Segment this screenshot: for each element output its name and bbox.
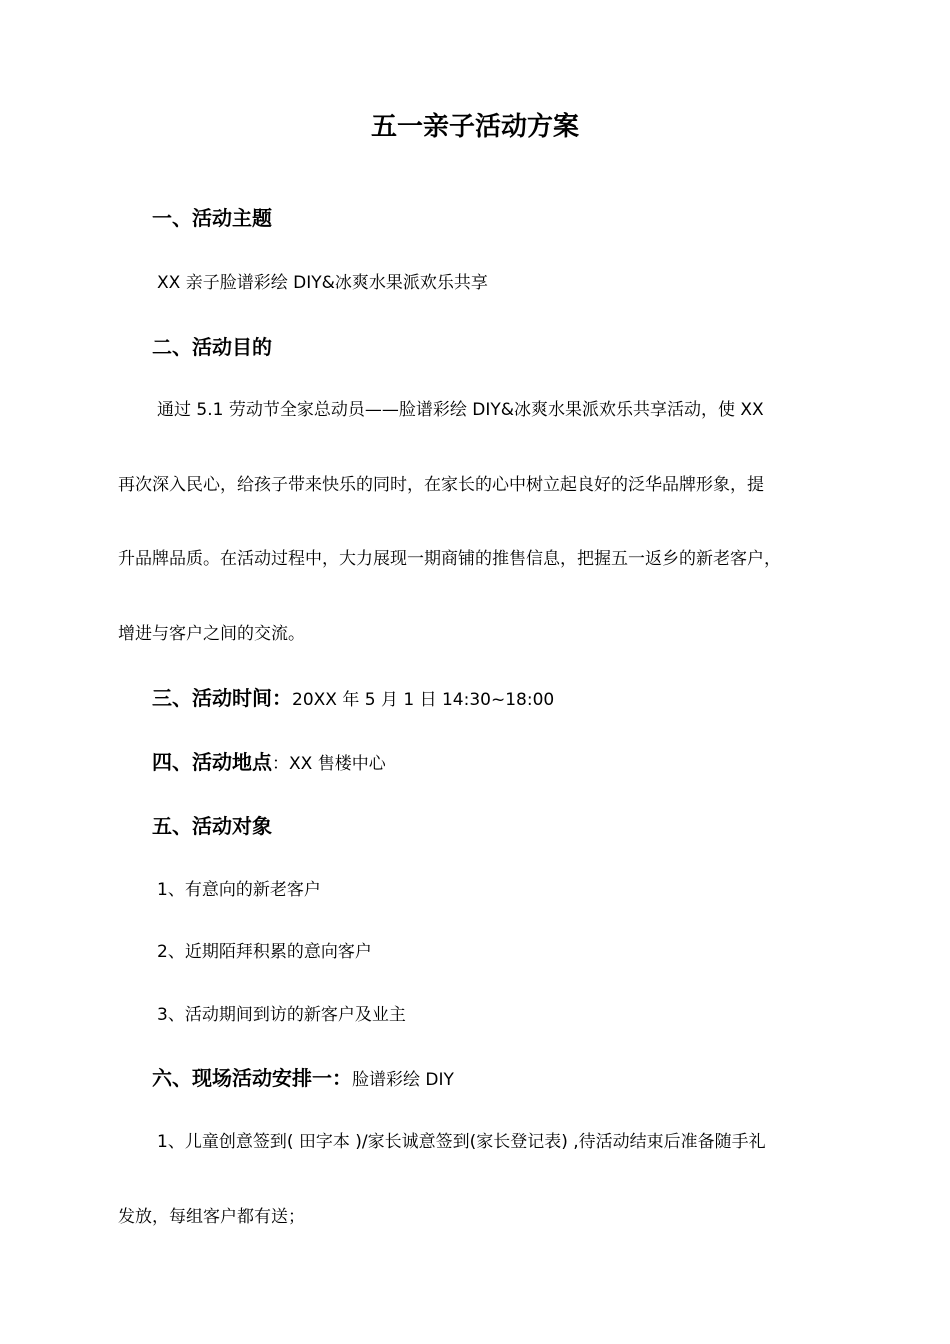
section-heading-purpose: 二、活动目的 [152,335,272,359]
section-heading-location: 四、活动地点 [152,750,272,774]
audience-item-3: 3、活动期间到访的新客户及业主 [157,1005,406,1025]
purpose-line-3: 升品牌品质。在活动过程中，大力展现一期商铺的推售信息，把握五一返乡的新老客户， [118,549,781,569]
section-heading-theme: 一、活动主题 [152,206,272,230]
section-onsite-arrangement [152,1066,454,1092]
document-title: 五一亲子活动方案 [370,112,579,142]
location-content: ：XX 售楼中心 [272,754,386,774]
onsite-line-2: 发放，每组客户都有送； [118,1207,305,1227]
onsite-line-1: 1、儿童创意签到( 田字本 )/家长诚意签到(家长登记表) ,待活动结束后准备随手礼 [157,1132,766,1152]
purpose-line-2: 再次深入民心，给孩子带来快乐的同时，在家长的心中树立起良好的泛华品牌形象，提 [118,475,764,495]
section-time [152,686,554,712]
section-location [152,750,386,776]
time-content: 20XX 年 5 月 1 日 14:30~18:00 [292,690,555,710]
section-heading-time: 三、活动时间： [152,686,292,710]
section-heading-onsite: 六、现场活动安排一： [152,1066,352,1090]
theme-content: XX 亲子脸谱彩绘 DIY&冰爽水果派欢乐共享 [157,273,488,293]
purpose-line-1: 通过 5.1 劳动节全家总动员——脸谱彩绘 DIY&冰爽水果派欢乐共享活动，使 XX [157,400,764,420]
purpose-line-4: 增进与客户之间的交流。 [118,624,305,644]
audience-item-2: 2、近期陌拜积累的意向客户 [157,942,372,962]
onsite-content: 脸谱彩绘 DIY [352,1070,454,1090]
section-heading-audience: 五、活动对象 [152,814,272,838]
audience-item-1: 1、有意向的新老客户 [157,880,321,900]
